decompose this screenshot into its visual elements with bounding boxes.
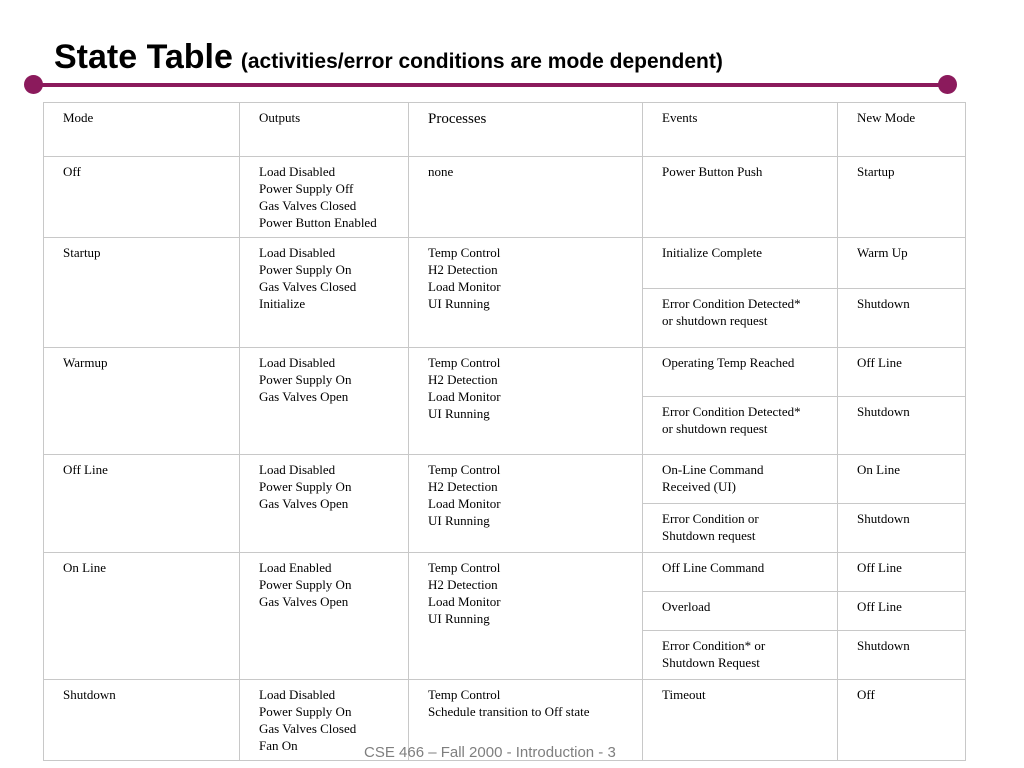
cell-line: Temp Control: [428, 355, 501, 370]
processes-cell: [409, 553, 643, 680]
title-rule: [34, 83, 948, 87]
outputs-cell: [240, 455, 409, 553]
cell-line: Load Monitor: [428, 496, 501, 511]
new-mode-cell: [838, 504, 966, 553]
cell-line: H2 Detection: [428, 479, 498, 494]
mode-cell: [44, 455, 240, 553]
cell-line: UI Running: [428, 406, 490, 421]
cell-line: Shutdown: [857, 296, 910, 311]
slide-title: [54, 38, 723, 77]
cell-line: Off Line: [63, 462, 108, 477]
new-mode-cell: [838, 238, 966, 289]
cell-line: Load Disabled: [259, 164, 336, 179]
event-cell: [643, 504, 838, 553]
cell-line: UI Running: [428, 611, 490, 626]
cell-line: Shutdown: [63, 687, 116, 702]
cell-line: H2 Detection: [428, 372, 498, 387]
cell-line: Load Disabled: [259, 687, 336, 702]
cell-line: Off Line: [857, 355, 902, 370]
outputs-cell: [240, 553, 409, 680]
cell-line: Error Condition Detected*: [662, 296, 801, 311]
header-row: [44, 103, 966, 157]
cell-line: Received (UI): [662, 479, 736, 494]
table-row: [44, 157, 966, 238]
cell-line: Shutdown: [857, 404, 910, 419]
mode-cell: [44, 157, 240, 238]
header-new-mode: New Mode: [838, 103, 966, 157]
event-cell: [643, 289, 838, 348]
cell-line: Warm Up: [857, 245, 908, 260]
processes-cell: [409, 157, 643, 238]
cell-line: Timeout: [662, 687, 706, 702]
header-mode: Mode: [44, 103, 240, 157]
cell-line: Load Monitor: [428, 594, 501, 609]
state-table-body: [44, 103, 966, 761]
cell-line: Gas Valves Closed: [259, 279, 357, 294]
cell-line: Gas Valves Open: [259, 496, 349, 511]
cell-line: Shutdown: [857, 638, 910, 653]
cell-line: Temp Control: [428, 687, 501, 702]
event-cell: [643, 455, 838, 504]
event-cell: [643, 157, 838, 238]
cell-line: H2 Detection: [428, 262, 498, 277]
cell-line: On Line: [857, 462, 900, 477]
cell-line: Fan On: [259, 738, 298, 753]
cell-line: On-Line Command: [662, 462, 764, 477]
cell-line: Load Monitor: [428, 279, 501, 294]
cell-line: Temp Control: [428, 560, 501, 575]
cell-line: Off Line Command: [662, 560, 765, 575]
new-mode-cell: [838, 680, 966, 761]
event-cell: [643, 553, 838, 592]
cell-line: or shutdown request: [662, 421, 768, 436]
cell-line: Load Enabled: [259, 560, 332, 575]
cell-line: Error Condition* or: [662, 638, 766, 653]
cell-line: Power Supply On: [259, 262, 352, 277]
cell-line: Schedule transition to Off state: [428, 704, 590, 719]
header-processes: Processes: [409, 103, 643, 157]
cell-line: Power Supply On: [259, 577, 352, 592]
cell-line: Load Disabled: [259, 462, 336, 477]
event-cell: [643, 397, 838, 455]
mode-cell: [44, 238, 240, 348]
new-mode-cell: [838, 592, 966, 631]
slide-footer: CSE 466 – Fall 2000 - Introduction - 3: [364, 744, 616, 761]
cell-line: Operating Temp Reached: [662, 355, 795, 370]
cell-line: Power Supply On: [259, 372, 352, 387]
cell-line: Shutdown Request: [662, 655, 760, 670]
outputs-cell: [240, 348, 409, 455]
event-cell: [643, 348, 838, 397]
new-mode-cell: [838, 348, 966, 397]
cell-line: Off Line: [857, 599, 902, 614]
outputs-cell: [240, 157, 409, 238]
cell-line: or shutdown request: [662, 313, 768, 328]
mode-cell: [44, 680, 240, 761]
new-mode-cell: [838, 455, 966, 504]
rule-right-dot: [938, 75, 957, 94]
cell-line: Startup: [857, 164, 895, 179]
cell-line: Initialize Complete: [662, 245, 762, 260]
cell-line: Power Supply On: [259, 704, 352, 719]
new-mode-cell: [838, 553, 966, 592]
table-row: [44, 553, 966, 592]
cell-line: none: [428, 164, 454, 179]
cell-line: Power Button Enabled: [259, 215, 377, 230]
cell-line: Power Supply Off: [259, 181, 354, 196]
cell-line: Shutdown request: [662, 528, 756, 543]
slide-title-subtitle: (activities/error conditions are mode dependent): [240, 50, 723, 73]
cell-line: Temp Control: [428, 245, 501, 260]
table-row: [44, 455, 966, 504]
mode-cell: [44, 348, 240, 455]
cell-line: Off Line: [857, 560, 902, 575]
cell-line: Temp Control: [428, 462, 501, 477]
cell-line: On Line: [63, 560, 106, 575]
processes-cell: [409, 238, 643, 348]
cell-line: Power Button Push: [662, 164, 763, 179]
cell-line: Warmup: [63, 355, 108, 370]
event-cell: [643, 592, 838, 631]
processes-cell: [409, 348, 643, 455]
cell-line: Load Disabled: [259, 355, 336, 370]
header-events: Events: [643, 103, 838, 157]
cell-line: Load Disabled: [259, 245, 336, 260]
event-cell: [643, 631, 838, 680]
cell-line: Off: [857, 687, 875, 702]
cell-line: Off: [63, 164, 81, 179]
cell-line: Overload: [662, 599, 711, 614]
table-row: [44, 238, 966, 289]
slide-title-main: State Table: [54, 38, 233, 76]
cell-line: Startup: [63, 245, 101, 260]
event-cell: [643, 238, 838, 289]
new-mode-cell: [838, 289, 966, 348]
new-mode-cell: [838, 631, 966, 680]
cell-line: Power Supply On: [259, 479, 352, 494]
event-cell: [643, 680, 838, 761]
state-table: [43, 102, 966, 761]
cell-line: Gas Valves Closed: [259, 721, 357, 736]
cell-line: UI Running: [428, 296, 490, 311]
cell-line: Shutdown: [857, 511, 910, 526]
table-row: [44, 348, 966, 397]
cell-line: UI Running: [428, 513, 490, 528]
header-outputs: Outputs: [240, 103, 409, 157]
cell-line: Gas Valves Open: [259, 594, 349, 609]
cell-line: Gas Valves Open: [259, 389, 349, 404]
cell-line: Initialize: [259, 296, 306, 311]
cell-line: Gas Valves Closed: [259, 198, 357, 213]
mode-cell: [44, 553, 240, 680]
processes-cell: [409, 455, 643, 553]
outputs-cell: [240, 238, 409, 348]
new-mode-cell: [838, 157, 966, 238]
new-mode-cell: [838, 397, 966, 455]
cell-line: H2 Detection: [428, 577, 498, 592]
cell-line: Error Condition or: [662, 511, 759, 526]
cell-line: Load Monitor: [428, 389, 501, 404]
cell-line: Error Condition Detected*: [662, 404, 801, 419]
